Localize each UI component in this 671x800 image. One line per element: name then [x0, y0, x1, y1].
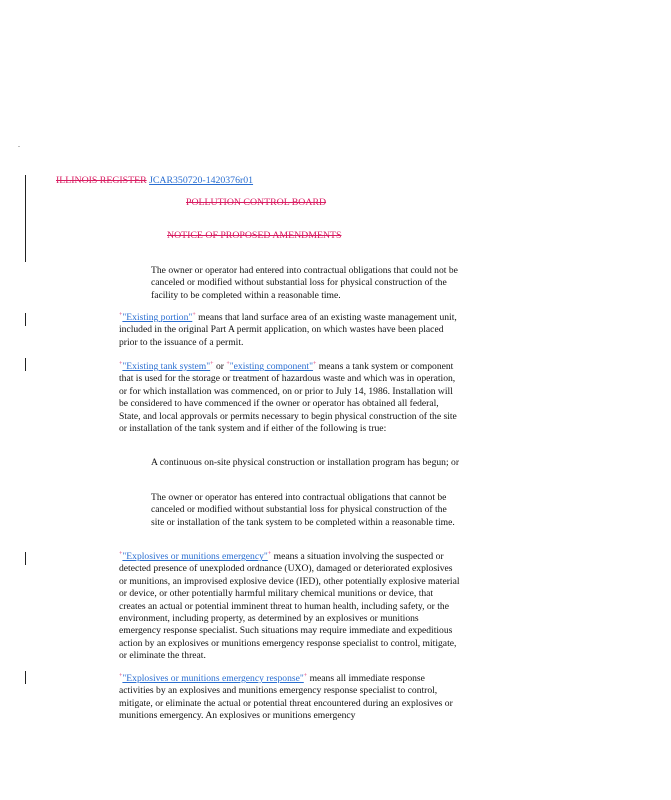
connector-text: or	[213, 361, 227, 372]
defined-term: "Explosives or munitions emergency"	[122, 551, 268, 562]
condition-contractual-obligations: The owner or operator has entered into contractual obligations that cannot be canceled or modified without substantial loss for physical construction of the site or installation of the tank system to be completed within a reasonable time.	[151, 492, 455, 528]
stray-mark	[18, 146, 20, 147]
definition-text: means a tank system or component that is used for the storage or treatment of hazardous waste and which was in operation, or for which installation was commenced, on or prior to July 14, 1986. Installation will be considered to have commenced if the owner or operator has obtained all federal, State, and local approvals or permits necessary to begin physical construction of the site or installation of the tank system and if either of the following is true:	[119, 361, 457, 435]
change-marker: +	[226, 360, 230, 367]
definition-text: means a situation involving the suspected or detected presence of unexploded ordnance (UXO), damaged or deteriorated explosives or munitions, an improvised explosive device (IED), other potentially explosive material or device, or other potentially harmful military chemical munitions or device, that creates an actual or potential imminent threat to human health, including safety, or the environment, including property, as determined by an explosives or munitions emergency response specialist. Such situations may require immediate and expeditious action by an explosives or munitions emergency response specialist to control, mitigate, or eliminate the threat.	[119, 551, 460, 662]
condition-continuous-construction: A continuous on-site physical construction or installation program has begun; or	[151, 457, 460, 468]
defined-term: "existing component"	[229, 361, 313, 372]
agency-title: POLLUTION CONTROL BOARD	[186, 197, 327, 208]
inserted-register-id: JCAR350720-1420376r01	[149, 175, 254, 186]
defined-term: "Existing portion"	[122, 312, 193, 323]
change-marker: +	[313, 360, 317, 367]
definition-text: means that land surface area of an existing waste management unit, included in the original Part A permit application, on which wastes have been placed prior to the issuance of a permit.	[119, 312, 457, 348]
change-bar	[25, 313, 26, 326]
change-marker: +	[119, 360, 123, 367]
change-marker: +	[192, 311, 196, 318]
defined-term: "Explosives or munitions emergency response"	[122, 673, 304, 684]
deleted-register-title: ILLINOIS REGISTER	[56, 175, 147, 186]
change-bar	[25, 358, 26, 371]
change-bar	[25, 552, 26, 565]
change-marker: +	[210, 360, 214, 367]
existing-tank-system-definition	[119, 361, 461, 435]
change-bar	[25, 671, 26, 684]
explosives-emergency-definition	[119, 551, 461, 663]
definition-text: means all immediate response activities by an explosives and munitions emergency response specialist to control, mitigate, or eliminate the actual or potential threat encountered during an explosives or munitions emergency. An explosives or munitions emergency	[119, 673, 453, 722]
defined-term: "Existing tank system"	[122, 361, 211, 372]
explosives-response-definition	[119, 673, 461, 723]
existing-portion-definition	[119, 312, 461, 349]
notice-title: NOTICE OF PROPOSED AMENDMENTS	[167, 230, 342, 241]
change-bar	[25, 175, 26, 262]
register-header	[56, 175, 253, 187]
change-marker: +	[267, 550, 272, 557]
change-marker: +	[119, 550, 123, 557]
change-marker: +	[119, 672, 123, 679]
change-marker: +	[119, 311, 123, 318]
change-marker: +	[303, 672, 308, 679]
construction-obligation-paragraph: The owner or operator had entered into contractual obligations that could not be canceled or modified without substantial loss for physical construction of the facility to be completed within a reasonable time.	[151, 265, 458, 301]
